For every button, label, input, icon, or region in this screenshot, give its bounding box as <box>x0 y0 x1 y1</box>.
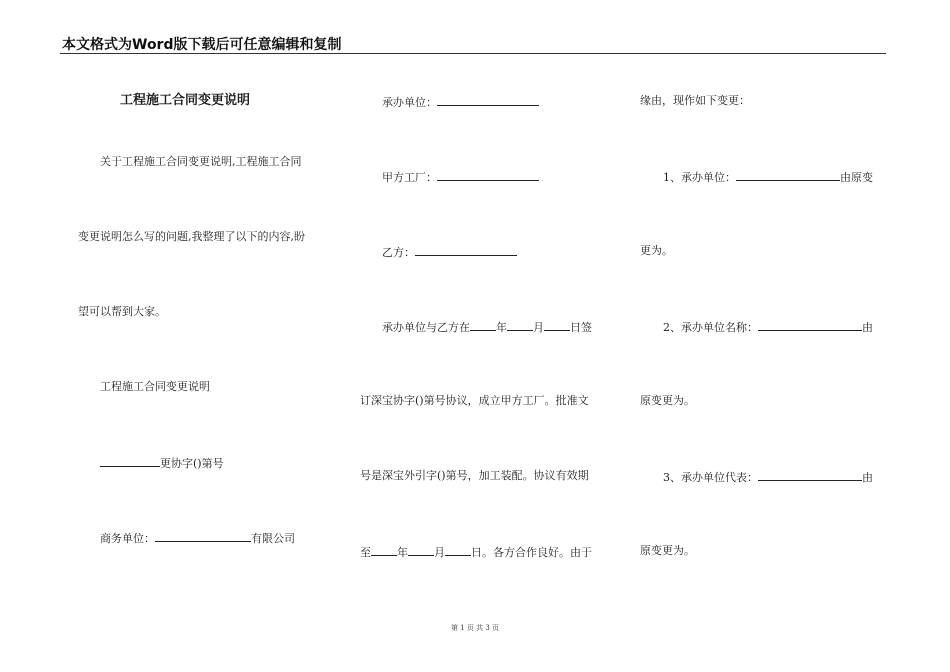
change-item-1 <box>663 169 873 184</box>
party-b-label: 乙方： <box>382 246 415 259</box>
paragraph-line: 原变更为。 <box>640 544 695 557</box>
change-item-2 <box>663 319 873 334</box>
paragraph-line: 更为。 <box>640 244 673 257</box>
change-item-2-label: 2、承办单位名称： <box>663 321 758 334</box>
paragraph-line: 关于工程施工合同变更说明,工程施工合同 <box>100 155 302 168</box>
paragraph-line: 号是深宝外引字()第号，加工装配。协议有效期 <box>360 469 589 482</box>
month-label: 月 <box>434 546 445 559</box>
blank-field <box>470 319 496 331</box>
page-number: 第 1 页 共 3 页 <box>450 624 500 632</box>
blank-field <box>415 244 517 256</box>
change-item-3-label: 3、承办单位代表： <box>663 471 758 484</box>
party-a-factory-line <box>382 169 539 184</box>
header-rule <box>60 53 886 54</box>
cooperation-text: 日。各方合作良好。由于 <box>471 546 592 559</box>
blank-field <box>437 169 539 181</box>
blank-field <box>445 544 471 556</box>
agreement-text: 承办单位与乙方在 <box>382 321 470 334</box>
blank-field <box>736 169 840 181</box>
contractor-unit-label: 承办单位： <box>382 96 437 109</box>
agreement-date-line <box>382 319 592 334</box>
year-label: 年 <box>397 546 408 559</box>
blank-field <box>408 544 434 556</box>
paragraph-line: 变更说明怎么写的问题,我整理了以下的内容,盼 <box>78 230 305 243</box>
party-a-factory-label: 甲方工厂： <box>382 171 437 184</box>
blank-field <box>758 469 862 481</box>
blank-field <box>507 319 533 331</box>
paragraph-line: 缘由，现作如下变更： <box>640 94 750 107</box>
download-banner: 本文格式为Word版下载后可任意编辑和复制 <box>62 37 342 53</box>
blank-field <box>758 319 862 331</box>
business-unit-line <box>100 530 295 545</box>
change-item-1-label: 1、承办单位： <box>663 171 736 184</box>
paragraph-line: 原变更为。 <box>640 394 695 407</box>
business-unit-label: 商务单位： <box>100 532 155 545</box>
year-label: 年 <box>496 321 507 334</box>
document-number-text: 更协字()第号 <box>160 457 224 470</box>
change-item-3-suffix: 由 <box>862 471 873 484</box>
document-number-line <box>100 455 224 470</box>
business-unit-suffix: 有限公司 <box>251 532 295 545</box>
paragraph-line: 望可以帮到大家。 <box>78 305 166 318</box>
day-sign-label: 日签 <box>570 321 592 334</box>
document-title: 工程施工合同变更说明 <box>120 93 251 108</box>
validity-date-line <box>360 544 592 559</box>
blank-field <box>544 319 570 331</box>
blank-field <box>100 455 160 467</box>
month-label: 月 <box>533 321 544 334</box>
blank-field <box>437 94 539 106</box>
change-item-1-suffix: 由原变 <box>840 171 873 184</box>
change-item-3 <box>663 469 873 484</box>
section-heading: 工程施工合同变更说明 <box>100 380 210 393</box>
blank-field <box>371 544 397 556</box>
paragraph-line: 订深宝协字()第号协议，成立甲方工厂。批准文 <box>360 394 589 407</box>
until-label: 至 <box>360 546 371 559</box>
contractor-unit-line <box>382 94 539 109</box>
blank-field <box>155 530 251 542</box>
party-b-line <box>382 244 517 259</box>
change-item-2-suffix: 由 <box>862 321 873 334</box>
